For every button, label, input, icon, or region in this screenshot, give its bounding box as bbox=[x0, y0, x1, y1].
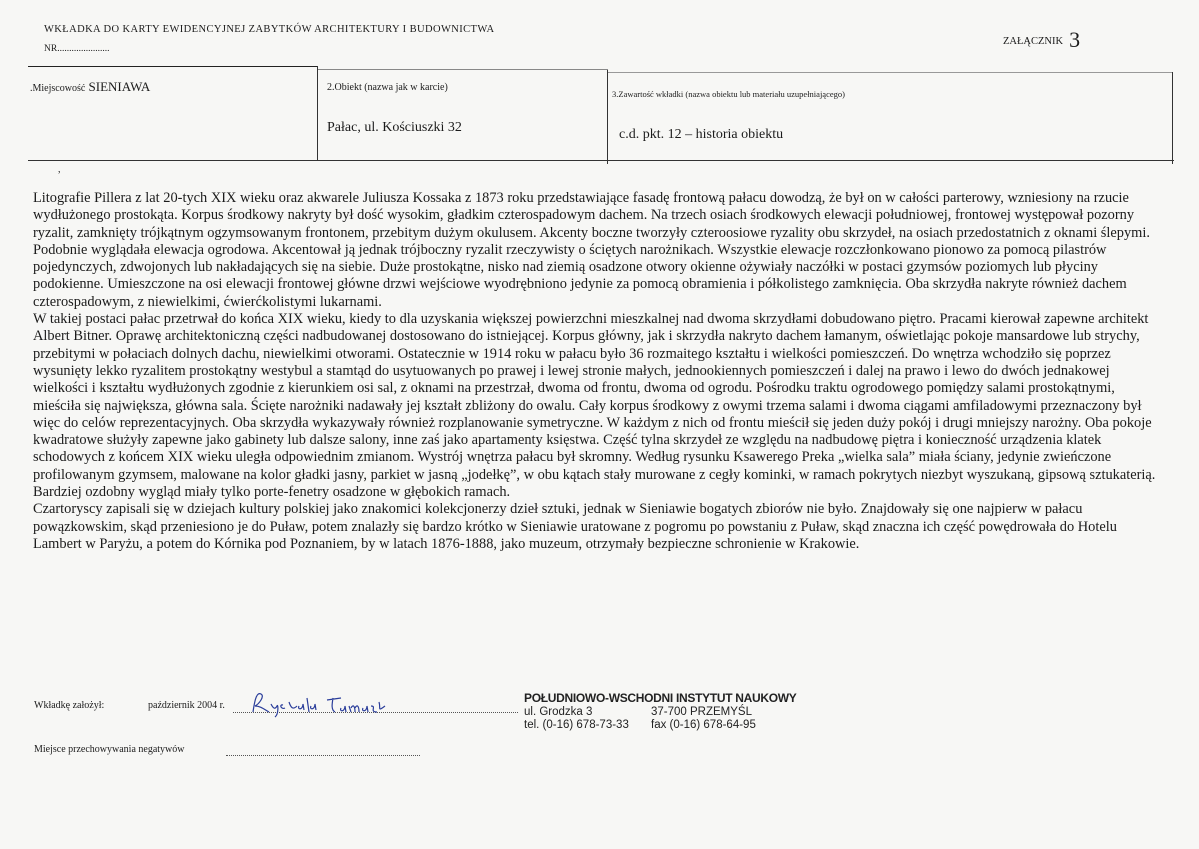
form-divider-1 bbox=[317, 66, 318, 160]
form-divider-2 bbox=[607, 70, 608, 164]
history-paragraph-2: W takiej postaci pałac przetrwał do końca XIX wieku, kiedy to dla uzyskania większej powierzchni mieszkalnej nad dwoma skrzydłami dobudowano piętro. Pracami kierował zapewne architekt Albert Bitner. Oprawę architektoniczną części nadbudowanej dostosowano do istniejącej. Korpus główny, jak i skrzydła nakryto dachem łamanym, oświetlając pokoje mansardowe lub strychy, przebitymi w połaciach dolnych dachu, niewielkimi otworami. Ostatecznie w 1914 roku w pałacu było 36 rozmaitego kształtu i wielkości pomieszczeń. Do wnętrza wchodziło się poprzez wysunięty lekko ryzalitem prostokątny westybul a stamtąd do usytuowanych po prawej i lewej stronie małych, jednookiennych pomieszczeń i dalej na prawo i lewo do dwóch jednakowej wielkości i kształtu wydłużonych zgodnie z kierunkiem osi sal, z oknami na przestrzał, dwoma od frontu, dwoma od ogrodu. Pośrodku traktu ogrodowego pomiędzy salami prostokątnymi, mieściła się największa, główna sala. Ścięte narożniki nadawały jej kształt zbliżony do owalu. Cały korpus środkowy z owymi trzema salami i dwoma ciągami amfiladowymi przeznaczony był więc do celów reprezentacyjnych. Oba skrzydła wykazywały również rozplanowanie symetryczne. W każdym z nich od frontu mieścił się jeden duży pokój i drugi mniejszy narożny. Oba pokoje kwadratowe służyły zapewne jako gabinety lub dalsze salony, inne zaś jako apartamenty księstwa. Część tylna skrzydeł ze względu na nadbudowę piętra i konieczność urządzenia klatek schodowych z końcem XIX wieku uległa odpowiednim zmianom. Wystrój wnętrza pałacu był skromny. Według rysunku Ksawerego Preka „wielka sala” miała ściany, jedynie zwieńczone profilowanym gzymsem, malowane na kolor gładki jasny, parkiet w jasną „jodełkę”, w obu kątach stały murowane z cegły kominki, w ramach pokrytych niezbyt wyszukaną, gipsową sztukaterią. Bardziej ozdobny wygląd miały tylko porte-fenetry osadzone w głębokich ramach. bbox=[33, 311, 1156, 501]
institute-name: POŁUDNIOWO-WSCHODNI INSTYTUT NAUKOWY bbox=[524, 691, 797, 705]
institute-street: ul. Grodzka 3 bbox=[524, 706, 593, 718]
institute-tel: tel. (0-16) 678-73-33 bbox=[524, 719, 629, 731]
author-label: Wkładkę założył: bbox=[34, 700, 105, 711]
locality-field bbox=[30, 79, 150, 95]
form-top-rule-2 bbox=[318, 69, 608, 70]
locality-label: .Miejscowość bbox=[30, 83, 86, 94]
author-date: październik 2004 r. bbox=[148, 700, 225, 711]
attachment-number: 3 bbox=[1069, 27, 1081, 52]
institute-fax: fax (0-16) 678-64-95 bbox=[651, 719, 756, 731]
object-label: 2.Obiekt (nazwa jak w karcie) bbox=[327, 82, 448, 93]
institute-stamp bbox=[524, 691, 797, 731]
locality-value: SIENIAWA bbox=[88, 79, 151, 94]
institute-phone-row bbox=[524, 719, 797, 731]
negatives-dotted-line bbox=[226, 755, 420, 756]
content-value: c.d. pkt. 12 – historia obiektu bbox=[619, 127, 784, 142]
history-paragraph-3: Czartoryscy zapisali się w dziejach kultury polskiej jako znakomici kolekcjonerzy dzieł sztuki, jednak w Sieniawie bogatych zbiorów nie było. Znajdowały się one najpierw w pałacu powązkowskim, skąd przeniesiono je do Puław, potem znalazły się bardzo krótko w Sieniawie uratowane z pogromu po powstaniu z Puław, skąd znaczna ich część powędrowała do Hotelu Lambert w Paryżu, a potem do Kórnika pod Poznaniem, by w latach 1876-1888, jako muzeum, otrzymały bezpieczne schronienie w Krakowie. bbox=[33, 501, 1117, 552]
form-top-rule-1 bbox=[28, 66, 318, 67]
handwritten-signature bbox=[245, 688, 405, 718]
institute-city: 37-700 PRZEMYŚL bbox=[651, 706, 752, 718]
document-header-title: WKŁADKA DO KARTY EWIDENCYJNEJ ZABYTKÓW ARCHITEKTURY I BUDOWNICTWA bbox=[44, 24, 495, 35]
record-number: NR...................... bbox=[44, 44, 110, 54]
negatives-label: Miejsce przechowywania negatywów bbox=[34, 744, 185, 755]
institute-address-row bbox=[524, 706, 797, 718]
form-bottom-rule bbox=[28, 160, 1174, 161]
stray-mark: , bbox=[58, 164, 61, 175]
history-paragraph-1: Litografie Pillera z lat 20-tych XIX wieku oraz akwarele Juliusza Kossaka z 1873 roku przedstawiające fasadę frontową pałacu dowodzą, że był on w całości parterowy, wzniesiony na rzucie wydłużonego prostokąta. Korpus środkowy nakryty był dość wysokim, gładkim czterospadowym dachem. Na trzech osiach środkowych elewacji południowej, frontowej występował pozorny ryzalit, zamknięty trójkątnym ogzymsowanym frontonem, przebitym dużym okulusem. Akcenty boczne tworzyły czteroosiowe ryzality obu skrzydeł, na osiach przedostatnich z oknami ślepymi. Podobnie wyglądała elewacja ogrodowa. Akcentował ją jednak trójboczny ryzalit rzeczywisty o ściętych narożnikach. Wszystkie elewacje rozczłonkowano pionowo za pomocą pilastrów pojedynczych, zdwojonych lub nakładających się na siebie. Duże prostokątne, nisko nad ziemią osadzone otwory okienne ożywiały naczółki w postaci gzymsów poziomych lub płyciny podokienne. Umieszczone na osi elewacji frontowej główne drzwi wejściowe wyodrębniono jedynie za pomocą obramienia i półkolistego zamknięcia. Oba skrzydła nakryte również dachem czterospadowym, z niewielkimi, ćwierćkolistymi lukarnami. bbox=[33, 190, 1150, 310]
history-text bbox=[33, 190, 1165, 553]
attachment-label bbox=[1003, 24, 1080, 50]
attachment-label-text: ZAŁĄCZNIK bbox=[1003, 36, 1064, 47]
form-top-rule-3 bbox=[608, 72, 1173, 73]
form-divider-3 bbox=[1172, 72, 1173, 164]
object-value: Pałac, ul. Kościuszki 32 bbox=[327, 120, 462, 135]
content-label: 3.Zawartość wkładki (nazwa obiektu lub materiału uzupełniającego) bbox=[612, 89, 845, 99]
